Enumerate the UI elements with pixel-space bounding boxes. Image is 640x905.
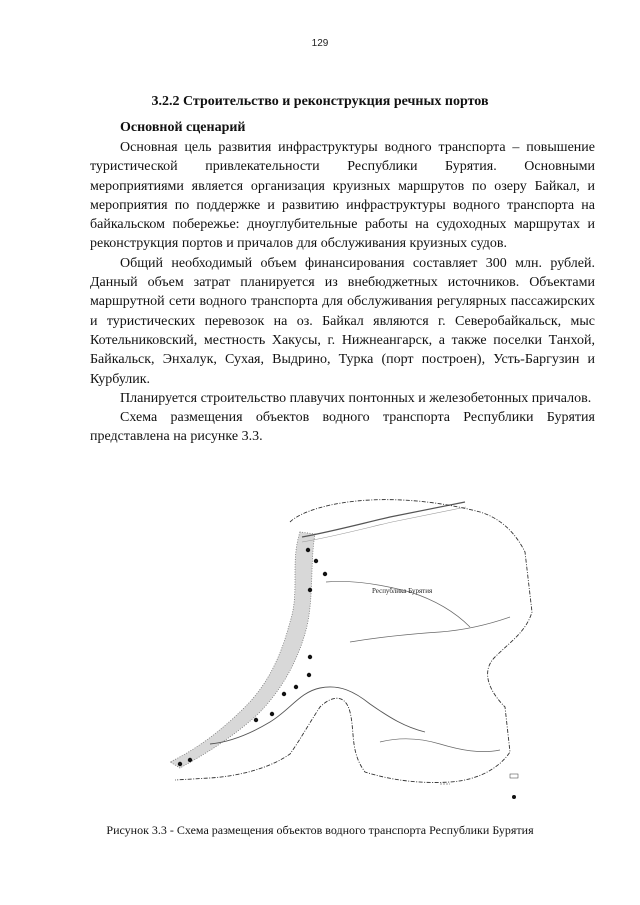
section-title: 3.2.2 Строительство и реконструкция речных портов [151,94,489,109]
region-label: Республика Бурятия [372,587,433,595]
water-transport-map [150,492,534,812]
figure-caption: Рисунок 3.3 - Схема размещения объектов водного транспорта Республики Бурятия [106,823,534,837]
port-marker [254,718,258,722]
paragraph-3: Планируется строительство плавучих понтонных и железобетонных причалов. [120,390,592,406]
port-marker [178,762,182,766]
paragraph-2: Общий необходимый объем финансирования составляет 300 млн. рублей. Данный объем затрат планируется из внебюджетных источников. Объектами маршрутной сети водного транспорта для обслуживания регулярных пассажирских и туристических перевозок на оз. Байкал являются г. Северобайкальск, мыс Котельниковский, местность Хакусы, г. Нижнеангарск, а также поселки Танхой, Байкальск, Энхалук, Сухая, Выдрино, Турка (порт построен), Усть-Баргузин и Курбулик. [90,255,595,387]
map-legend [440,774,518,799]
port-marker [270,712,274,716]
port-marker [294,685,298,689]
port-marker [307,673,311,677]
port-marker [308,655,312,659]
subtitle: Основной сценарий [120,120,246,135]
paragraph-4: Схема размещения объектов водного транспорта Республики Бурятия представлена на рисунке 3.3. [90,410,595,445]
lake-baikal [170,532,315,768]
port-marker [282,692,286,696]
port-marker [308,588,312,592]
port-marker [323,572,327,576]
paragraph-1: Основная цель развития инфраструктуры водного транспорта – повышение туристической привлекательности Республики Бурятия. Основными мероприятиями является организация круизных маршрутов по озеру Байкал, и мероприятия по поддержке и развитию инфраструктуры водного транспорта на байкальском побережье: дноуглубительные работы на судоходных маршрутах и реконструкция портов и причалов для обслуживания круизных судов. [90,140,595,252]
port-marker [314,559,318,563]
vitim-river [350,617,510,642]
south-river [380,739,500,752]
port-marker [306,548,310,552]
northern-river [302,502,465,537]
body-text [90,138,595,447]
page-number: 129 [311,38,329,49]
port-marker [188,758,192,762]
